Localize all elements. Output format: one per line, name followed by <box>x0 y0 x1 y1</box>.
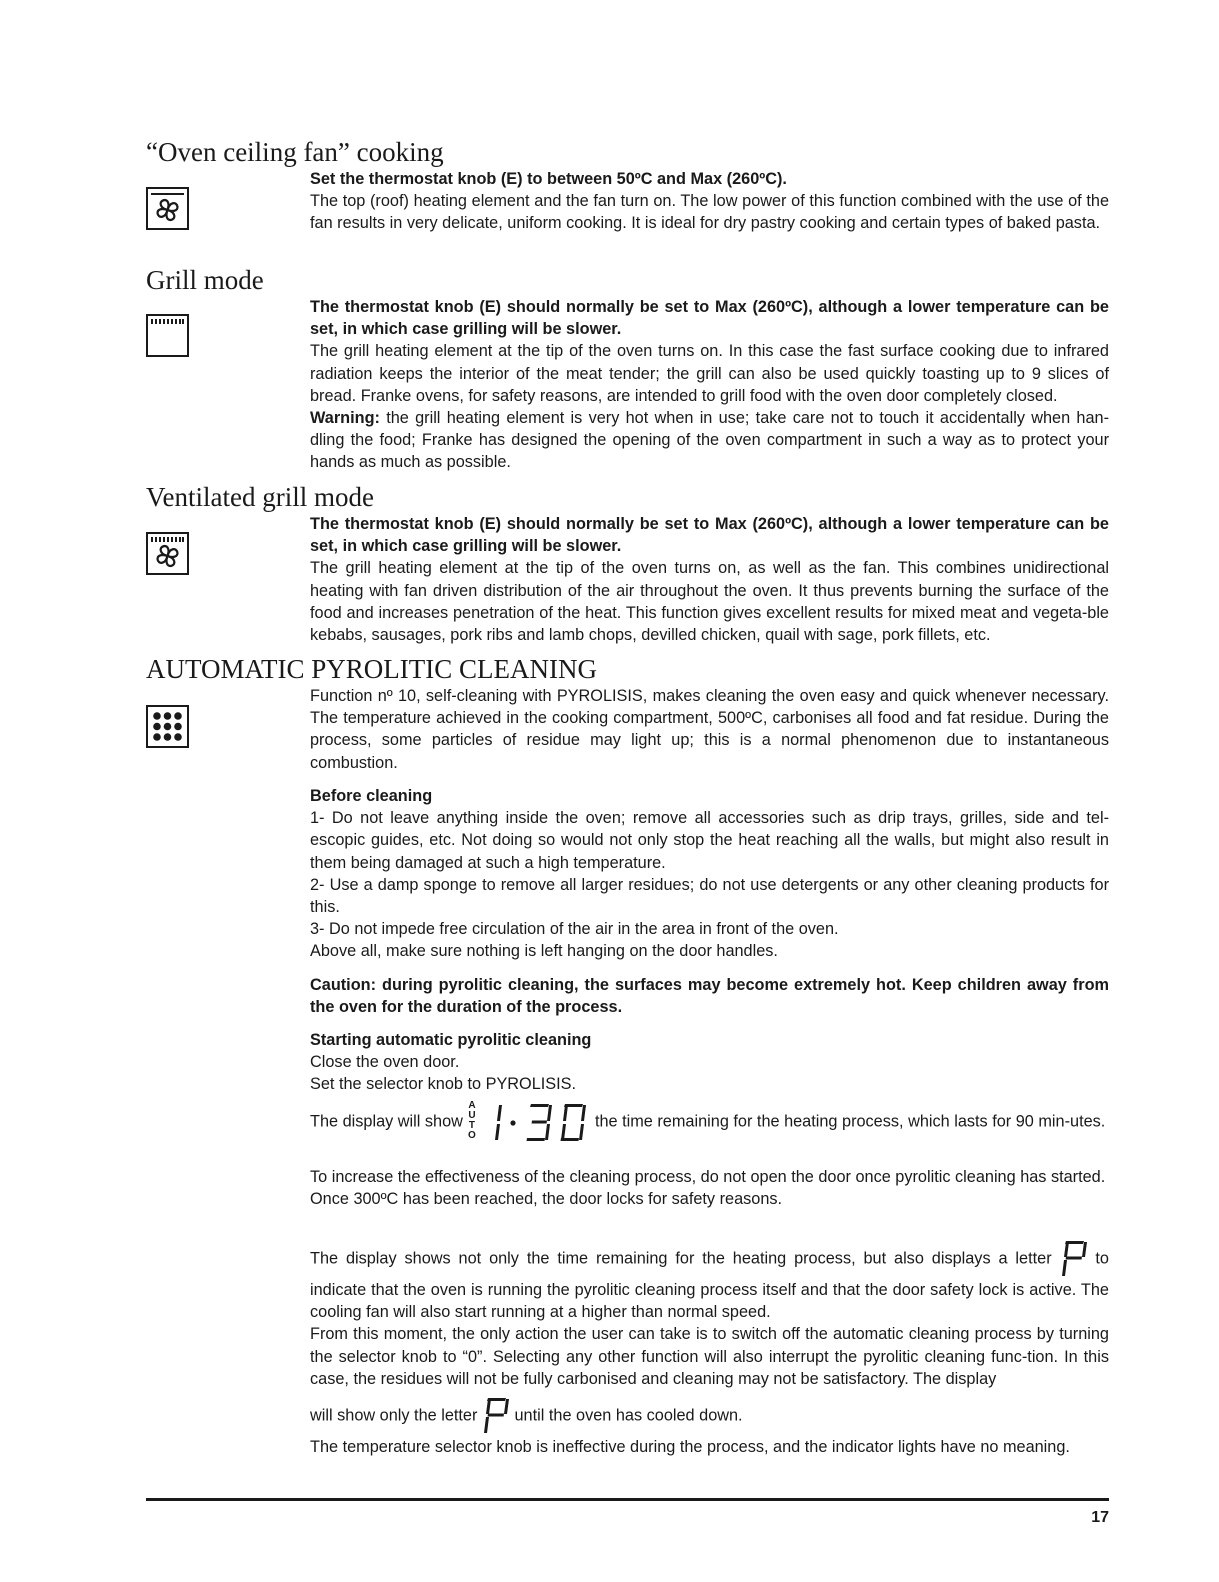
display-show-paragraph <box>310 1101 1109 1143</box>
pyrolitic-intro <box>310 685 1109 774</box>
will-show-pre: will show only the letter <box>310 1406 478 1425</box>
oven-ceiling-fan-text <box>310 168 1109 235</box>
grill-warning <box>310 407 1109 474</box>
before-cleaning-heading: Before cleaning <box>310 787 433 805</box>
door-lock-text: Once 300ºC has been reached, the door locks for safety reasons. <box>310 1190 783 1209</box>
before-cleaning-block <box>310 785 1109 963</box>
section-title-oven-ceiling-fan: “Oven ceiling fan” cooking <box>146 137 444 167</box>
pyrolysis-icon <box>146 705 189 748</box>
pyrolitic-intro-text: Function nº 10, self-cleaning with PYROLISIS, makes cleaning the oven easy and quick whenever necessary. The temperature achieved in the cooking compartment, 500ºC, carbonises all food and fat residue. During the process, some particles of residue may light up; this is a normal phenomenon due to instantaneous combustion. <box>310 687 1109 772</box>
display-show-post: the time remaining for the heating process, which lasts for 90 min-utes. <box>594 1112 1106 1131</box>
grill-icon <box>146 314 189 357</box>
section-title-grill: Grill mode <box>146 265 264 295</box>
grill-body: The grill heating element at the tip of the oven turns on. In this case the fast surface cooking due to infrared radiation keeps the interior of the meat tender; the grill can also be used quickly toasting up to 9 slices of bread. Franke ovens, for safety reasons, are intended to grill food with the oven door completely closed. <box>310 342 1109 405</box>
letter-p-post: to indicate that the oven is running the pyrolitic cleaning process itself and that the door safety lock is active. The cooling fan will also start running at a higher than normal speed. <box>310 1249 1109 1322</box>
auto-indicator <box>463 1101 481 1143</box>
effectiveness-text: To increase the effectiveness of the cleaning process, do not open the door once pyrolitic cleaning has started. <box>310 1168 1106 1186</box>
page-number: 17 <box>1091 1509 1109 1526</box>
footer-rule <box>146 1498 1109 1501</box>
display-show-pre: The display will show <box>310 1112 463 1131</box>
letter-p-pre: The display shows not only the time remaining for the heating process, but also displays a letter <box>310 1249 1052 1268</box>
effectiveness-block <box>310 1166 1109 1210</box>
auto-label: AUTO <box>468 1100 476 1141</box>
before-cleaning-note: Above all, make sure nothing is left hanging on the door handles. <box>310 942 778 961</box>
section-title-pyrolitic-cleaning: AUTOMATIC PYROLITIC CLEANING <box>146 654 597 684</box>
before-cleaning-item-1: 1- Do not leave anything inside the oven; remove all accessories such as drip trays, grilles, side and tel-escopic guides, etc. Not doing so would not only stop the heat reaching all the walls, but might also result in them being damaged at such a high temperature. <box>310 809 1109 872</box>
ventilated-grill-text <box>310 513 1109 646</box>
ventilated-grill-icon <box>146 532 189 575</box>
letter-p-paragraph <box>310 1239 1109 1458</box>
oven-ceiling-fan-instruction: Set the thermostat knob (E) to between 50ºC and Max (260ºC). <box>310 170 787 188</box>
before-cleaning-item-3: 3- Do not impede free circulation of the air in the area in front of the oven. <box>310 920 839 939</box>
grill-instruction: The thermostat knob (E) should normally be set to Max (260ºC), although a lower temperature can be set, in which case grilling will be slower. <box>310 298 1109 339</box>
starting-step-1: Close the oven door. <box>310 1053 460 1072</box>
will-show-post: until the oven has cooled down. <box>514 1406 743 1425</box>
segment-letter-p-2 <box>482 1396 510 1436</box>
caution-block <box>310 974 1109 1018</box>
caution-text: Caution: during pyrolitic cleaning, the surfaces may become extremely hot. Keep children away from the oven for the duration of the process. <box>310 976 1109 1017</box>
section-title-ventilated-grill: Ventilated grill mode <box>146 482 374 512</box>
starting-step-2: Set the selector knob to PYROLISIS. <box>310 1075 577 1094</box>
ventilated-grill-instruction: The thermostat knob (E) should normally be set to Max (260ºC), although a lower temperature can be set, in which case grilling will be slower. <box>310 515 1109 556</box>
grill-warning-text: the grill heating element is very hot when in use; take care not to touch it accidentally when han-dling the food; Franke has designed the opening of the oven compartment in such a way as to protect your hands as much as possible. <box>310 409 1109 472</box>
grill-text <box>310 296 1109 474</box>
grill-warning-label: Warning: <box>310 409 380 428</box>
segment-display-1-30 <box>489 1101 593 1143</box>
ventilated-grill-body: The grill heating element at the tip of the oven turns on, as well as the fan. This combines unidirectional heating with fan driven distribution of the air throughout the oven. It thus prevents burning the surface of the food and increases penetration of the heat. This function gives excellent results for mixed meat and vegeta-ble kebabs, sausages, pork ribs and lamb chops, devilled chicken, quail with sage, pork fillets, etc. <box>310 559 1109 645</box>
before-cleaning-item-2: 2- Use a damp sponge to remove all larger residues; do not use detergents or any other cleaning products for this. <box>310 875 1109 917</box>
starting-block <box>310 1029 1109 1096</box>
from-moment-text: From this moment, the only action the user can take is to switch off the automatic cleaning process by turning the selector knob to “0”. Selecting any other function will also interrupt the pyrolitic cleaning func-tion. In this case, the residues will not be fully carbonised and cleaning may not be satisfactory. The display <box>310 1325 1109 1388</box>
oven-ceiling-fan-body: The top (roof) heating element and the fan turn on. The low power of this function combined with the use of the fan results in very delicate, uniform cooking. It is ideal for dry pastry cooking and certain types of baked pasta. <box>310 192 1109 233</box>
final-text: The temperature selector knob is ineffective during the process, and the indicator lights have no meaning. <box>310 1438 1070 1457</box>
fan-with-top-heat-icon <box>146 187 189 230</box>
segment-letter-p <box>1060 1239 1088 1279</box>
starting-heading: Starting automatic pyrolitic cleaning <box>310 1031 592 1049</box>
